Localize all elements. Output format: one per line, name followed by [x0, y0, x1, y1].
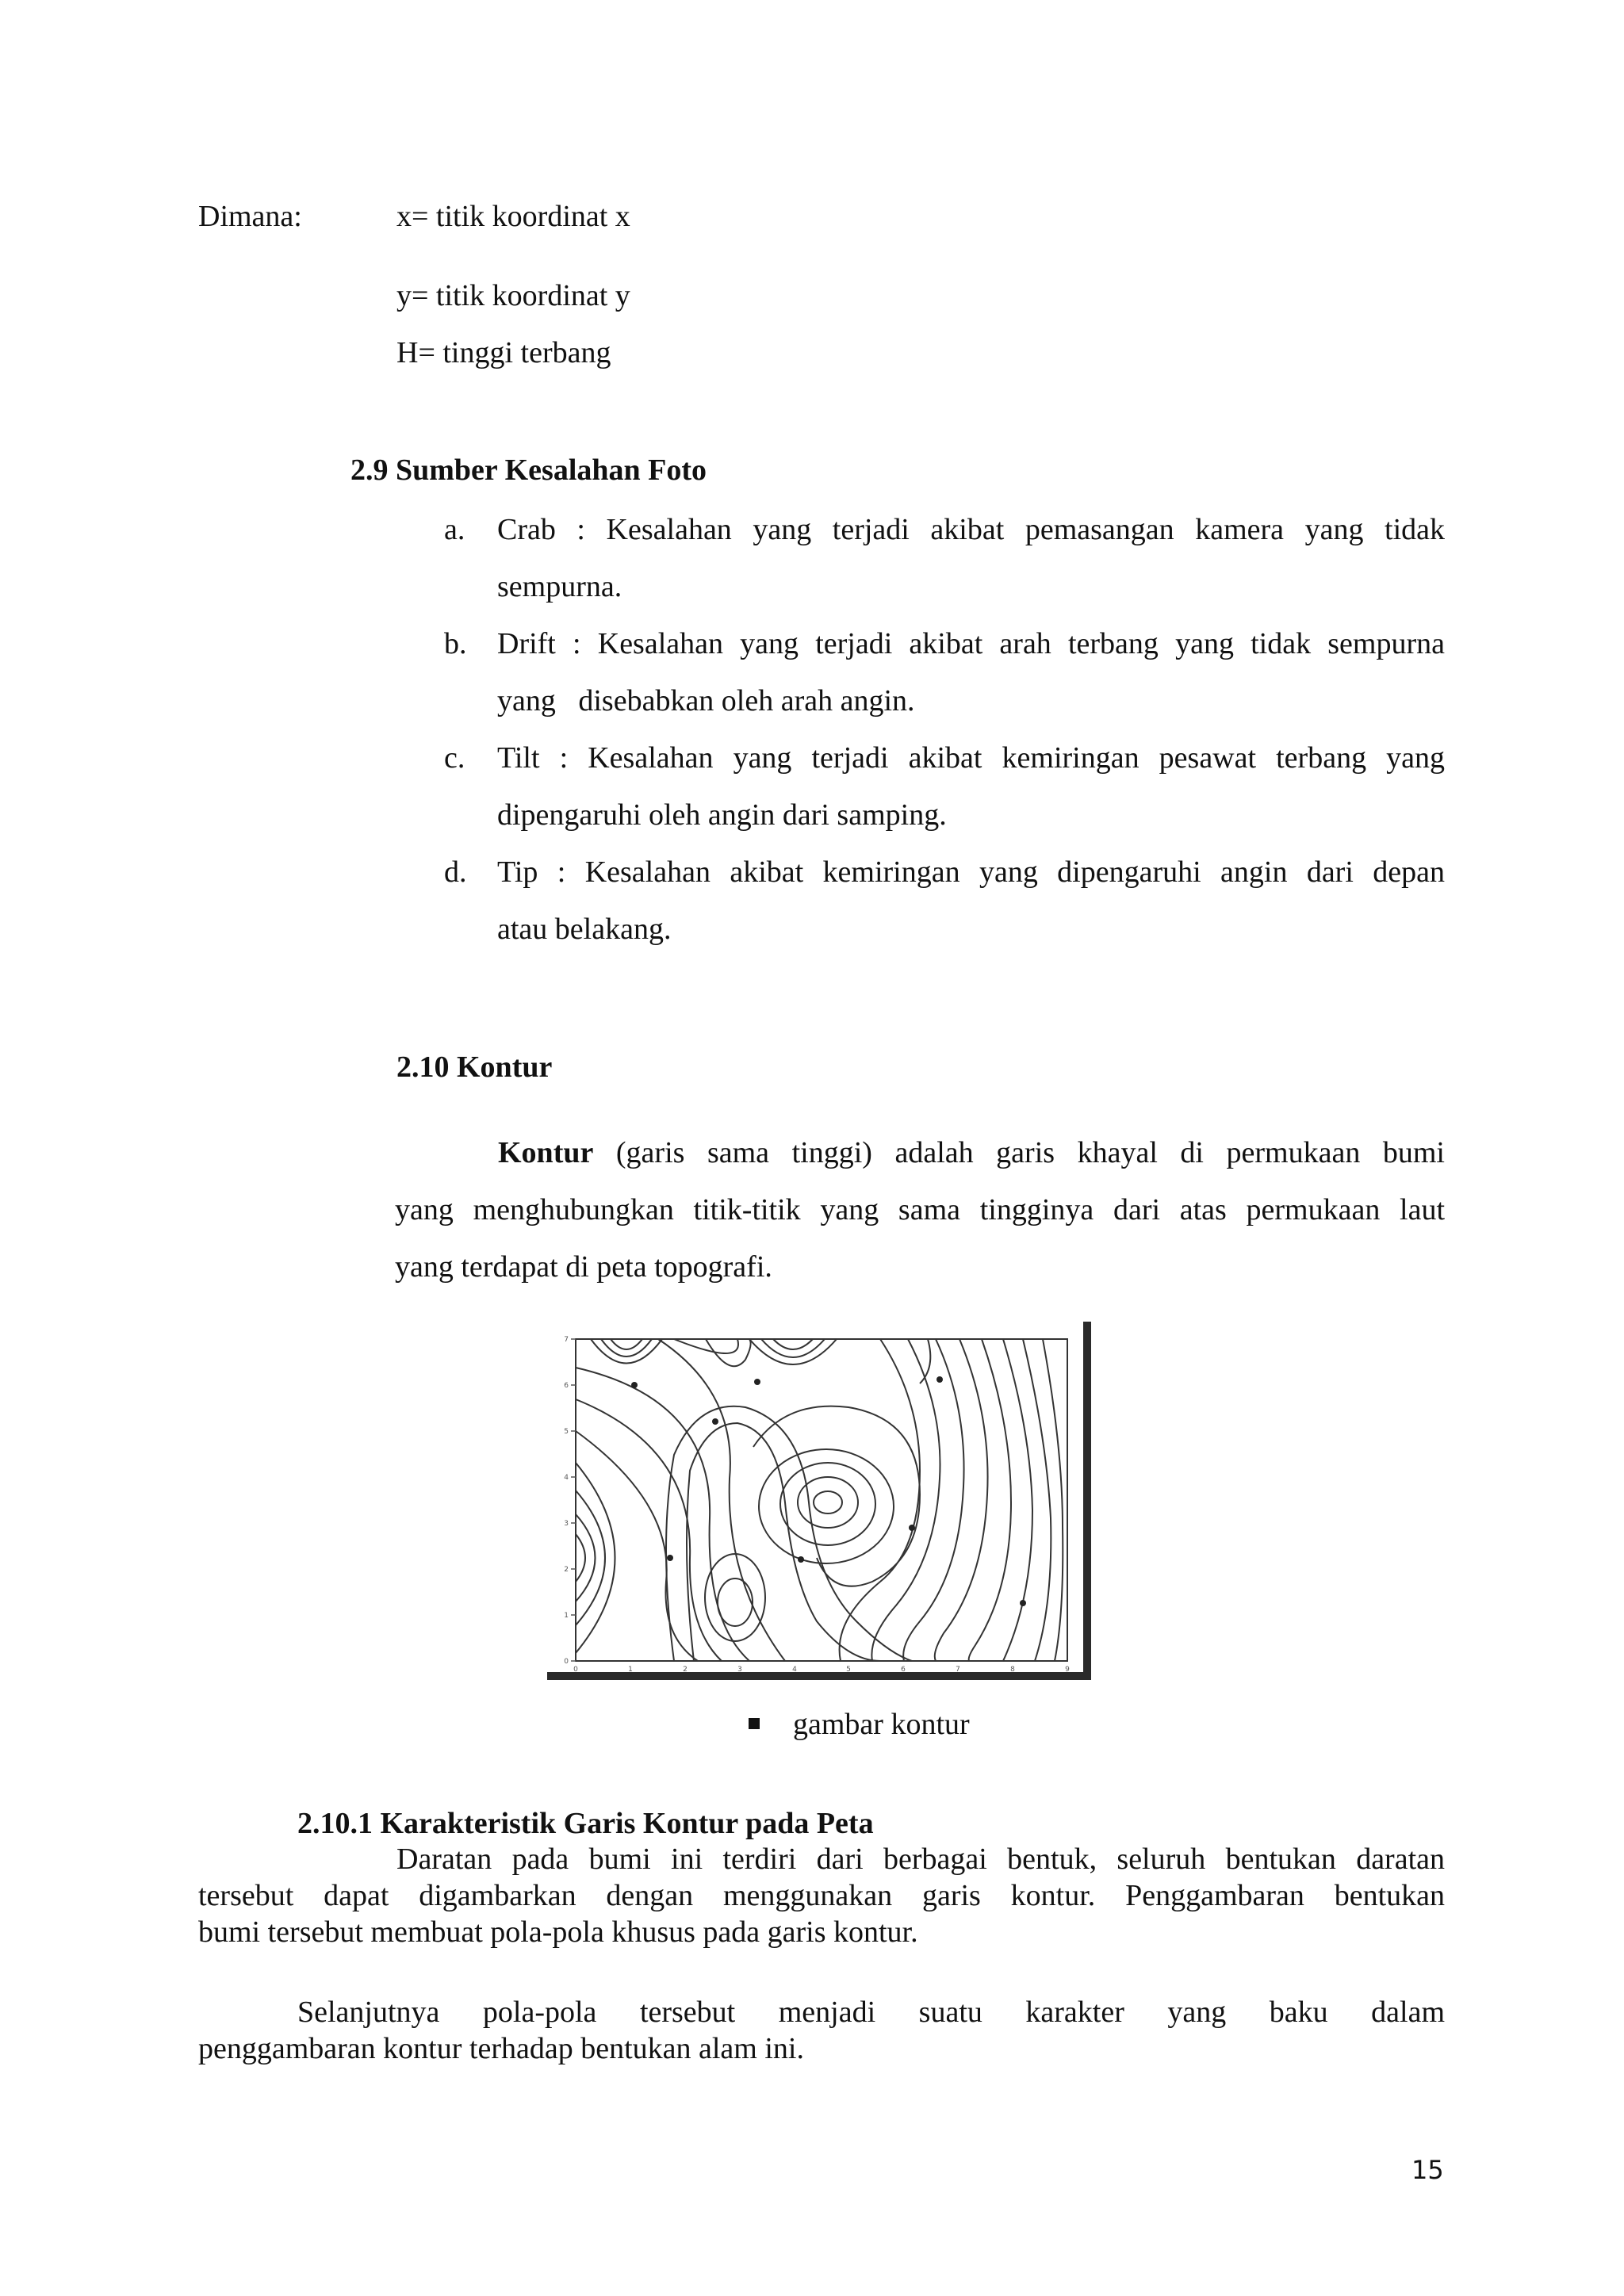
list-item-text: Crab : Kesalahan yang terjadi akibat pemasangan kamera yang tidak [497, 513, 1445, 546]
list-marker: b. [444, 627, 467, 660]
x-tick-label: 0 [573, 1666, 578, 1674]
x-tick-label: 6 [901, 1666, 906, 1674]
paragraph-text: yang menghubungkan titik-titik yang sama tingginya dari atas permukaan laut [395, 1193, 1445, 1226]
list-item-text: Tip : Kesalahan akibat kemiringan yang dipengaruhi angin dari depan [497, 855, 1445, 889]
y-tick-label: 0 [564, 1658, 569, 1666]
list-marker: c. [444, 741, 465, 775]
section-heading-2-10-1: 2.10.1 Karakteristik Garis Kontur pada Peta [297, 1807, 874, 1840]
y-tick-label: 5 [564, 1428, 569, 1436]
list-item [444, 729, 1445, 844]
kontur-paragraph [395, 1124, 1445, 1295]
definition-y: y= titik koordinat y [396, 279, 630, 312]
paragraph-text: (garis sama tinggi) adalah garis khayal di permukaan bumi [615, 1136, 1445, 1169]
paragraph-text: penggambaran kontur terhadap bentukan alam ini. [198, 2032, 804, 2065]
x-tick-label: 8 [1010, 1666, 1015, 1674]
x-tick-label: 3 [737, 1666, 742, 1674]
paragraph-text: Daratan pada bumi ini terdiri dari berbagai bentuk, seluruh bentukan daratan [396, 1843, 1445, 1876]
y-tick-label: 4 [564, 1474, 569, 1482]
figure-caption: gambar kontur [793, 1708, 970, 1741]
x-tick-label: 5 [846, 1666, 851, 1674]
page-number: 15 [1411, 2155, 1444, 2185]
x-tick-label: 1 [628, 1666, 633, 1674]
definition-x: x= titik koordinat x [396, 200, 630, 233]
list-item-text: Tilt : Kesalahan yang terjadi akibat kemiringan pesawat terbang yang [497, 741, 1445, 775]
x-tick-label: 4 [792, 1666, 797, 1674]
y-tick-label: 3 [564, 1520, 569, 1528]
list-item [444, 844, 1445, 958]
list-item-text: sempurna. [497, 570, 622, 603]
list-marker: a. [444, 513, 465, 546]
list-item-text: Drift : Kesalahan yang terjadi akibat arah terbang yang tidak sempurna [497, 627, 1445, 660]
paragraph-text: tersebut dapat digambarkan dengan menggunakan garis kontur. Penggambaran bentukan [198, 1879, 1445, 1912]
where-label: Dimana: [198, 200, 302, 233]
list-item-text: dipengaruhi oleh angin dari samping. [497, 798, 947, 832]
list-item [444, 615, 1445, 729]
y-tick-label: 1 [564, 1612, 569, 1620]
y-tick-label: 7 [564, 1336, 569, 1344]
list-item-text: atau belakang. [497, 913, 672, 946]
x-tick-label: 7 [956, 1666, 960, 1674]
list-marker: d. [444, 855, 467, 889]
y-tick-label: 6 [564, 1382, 569, 1390]
kontur-term: Kontur [498, 1136, 594, 1169]
contour-figure [547, 1320, 1094, 1681]
x-tick-label: 9 [1065, 1666, 1070, 1674]
definition-h: H= tinggi terbang [396, 336, 611, 369]
x-tick-label: 2 [683, 1666, 688, 1674]
characteristic-paragraph-1 [198, 1841, 1445, 1950]
section-heading-2-10: 2.10 Kontur [396, 1050, 553, 1084]
paragraph-text: bumi tersebut membuat pola-pola khusus pada garis kontur. [198, 1915, 918, 1949]
caption-bullet-icon [749, 1718, 760, 1729]
error-source-list [444, 501, 1445, 958]
paragraph-text: Selanjutnya pola-pola tersebut menjadi suatu karakter yang baku dalam [297, 1996, 1445, 2029]
section-heading-2-9: 2.9 Sumber Kesalahan Foto [350, 453, 707, 487]
y-tick-label: 2 [564, 1566, 569, 1574]
characteristic-paragraph-2 [198, 1994, 1445, 2067]
list-item-text: yang disebabkan oleh arah angin. [497, 684, 915, 718]
paragraph-text: yang terdapat di peta topografi. [395, 1250, 772, 1284]
list-item [444, 501, 1445, 615]
contour-map-image [547, 1320, 1094, 1681]
